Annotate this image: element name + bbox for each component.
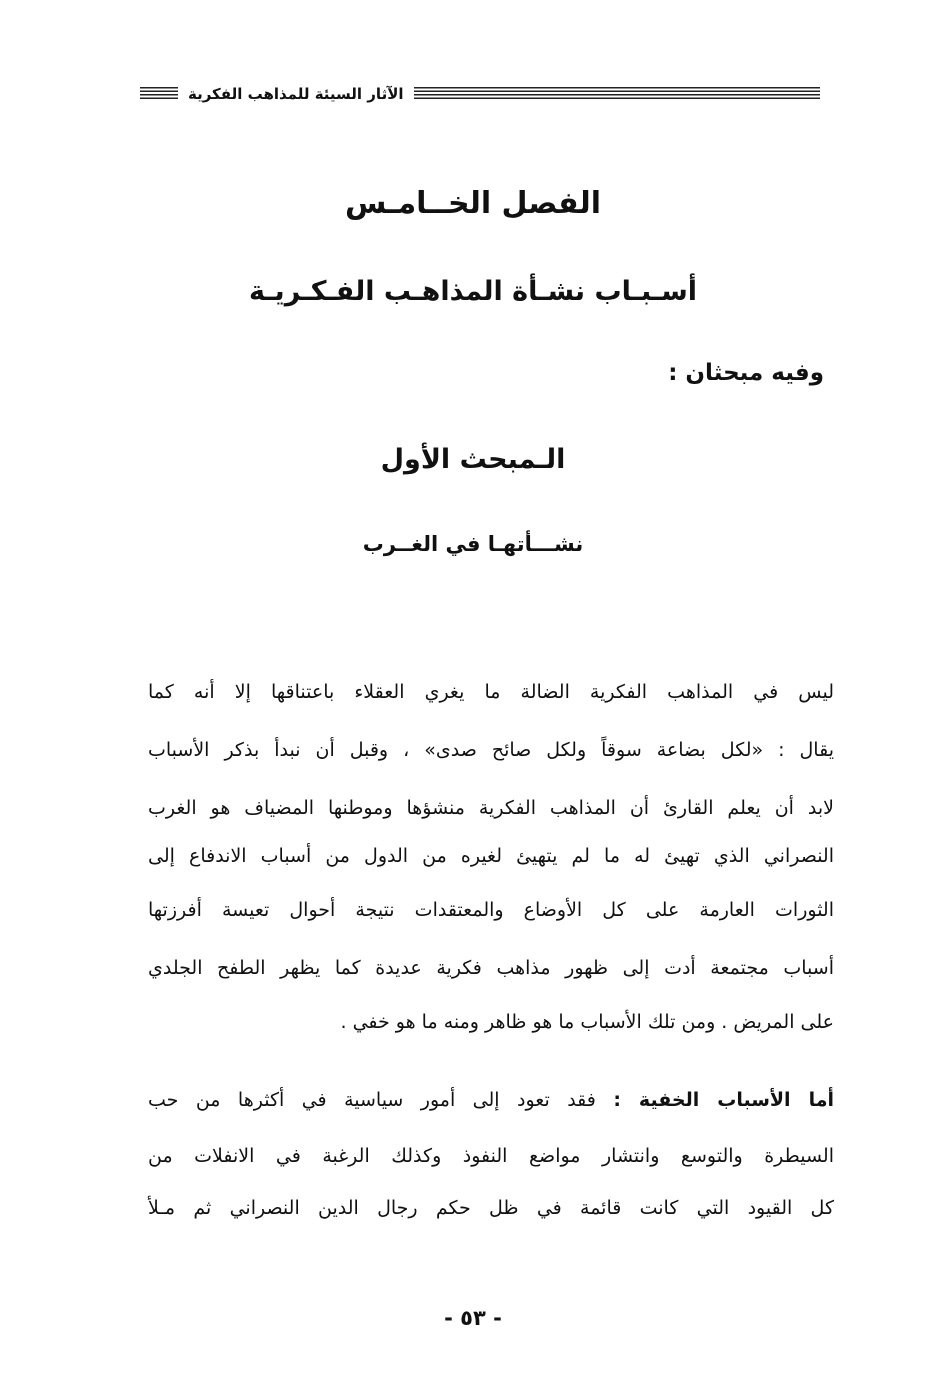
section-title: الـمبحث الأول (380, 444, 566, 475)
paragraph-2-line (148, 1086, 834, 1114)
paragraph-1-line: أسباب مجتمعة أدت إلى ظهور مذاهب فكرية عديدة كما يظهر الطفح الجلدي (148, 957, 834, 979)
running-header (140, 80, 820, 108)
paragraph-1-line: النصراني الذي تهيئ له ما لم يتهيئ لغيره من الدول من أسباب الاندفاع إلى (148, 845, 834, 867)
section-subtitle: نشـــأتهـا في الغــرب (362, 532, 584, 556)
paragraph-1-line: لابد أن يعلم القارئ أن المذاهب الفكرية منشؤها وموطنها المضياف هو الغرب (148, 797, 834, 819)
chapter-intro: وفيه مبحثان : (668, 360, 824, 386)
paragraph-2-lead: أما الأسباب الخفية : (613, 1089, 834, 1111)
running-title: الآثار السيئة للمذاهب الفكرية (188, 85, 404, 103)
paragraph-1-line: على المريض . ومن تلك الأسباب ما هو ظاهر ومنه ما هو خفي . (340, 1011, 834, 1033)
header-rule-left (140, 87, 178, 101)
paragraph-2-first-line-rest: فقد تعود إلى أمور سياسية في أكثرها من حب (148, 1089, 614, 1111)
chapter-title: الفصل الخــامـس (344, 186, 602, 221)
paragraph-1-line: الثورات العارمة على كل الأوضاع والمعتقدات نتيجة أحوال تعيسة أفرزتها (148, 899, 834, 921)
header-rule-right (414, 87, 820, 101)
chapter-subtitle: أسـبـاب نشـأة المذاهـب الفـكـريـة (248, 276, 698, 307)
paragraph-1-line: يقال : «لكل بضاعة سوقاً ولكل صائح صدى» ، وقبل أن نبدأ بذكر الأسباب (148, 739, 834, 761)
paragraph-2-line: كل القيود التي كانت قائمة في ظل حكم رجال الدين النصراني ثم مـلأ (148, 1197, 834, 1219)
paragraph-2-line: السيطرة والتوسع وانتشار مواضع النفوذ وكذلك الرغبة في الانفلات من (148, 1145, 834, 1167)
paragraph-1-line: ليس في المذاهب الفكرية الضالة ما يغري العقلاء باعتناقها إلا أنه كما (148, 681, 834, 703)
page-number: - ٥٣ - (444, 1306, 502, 1330)
